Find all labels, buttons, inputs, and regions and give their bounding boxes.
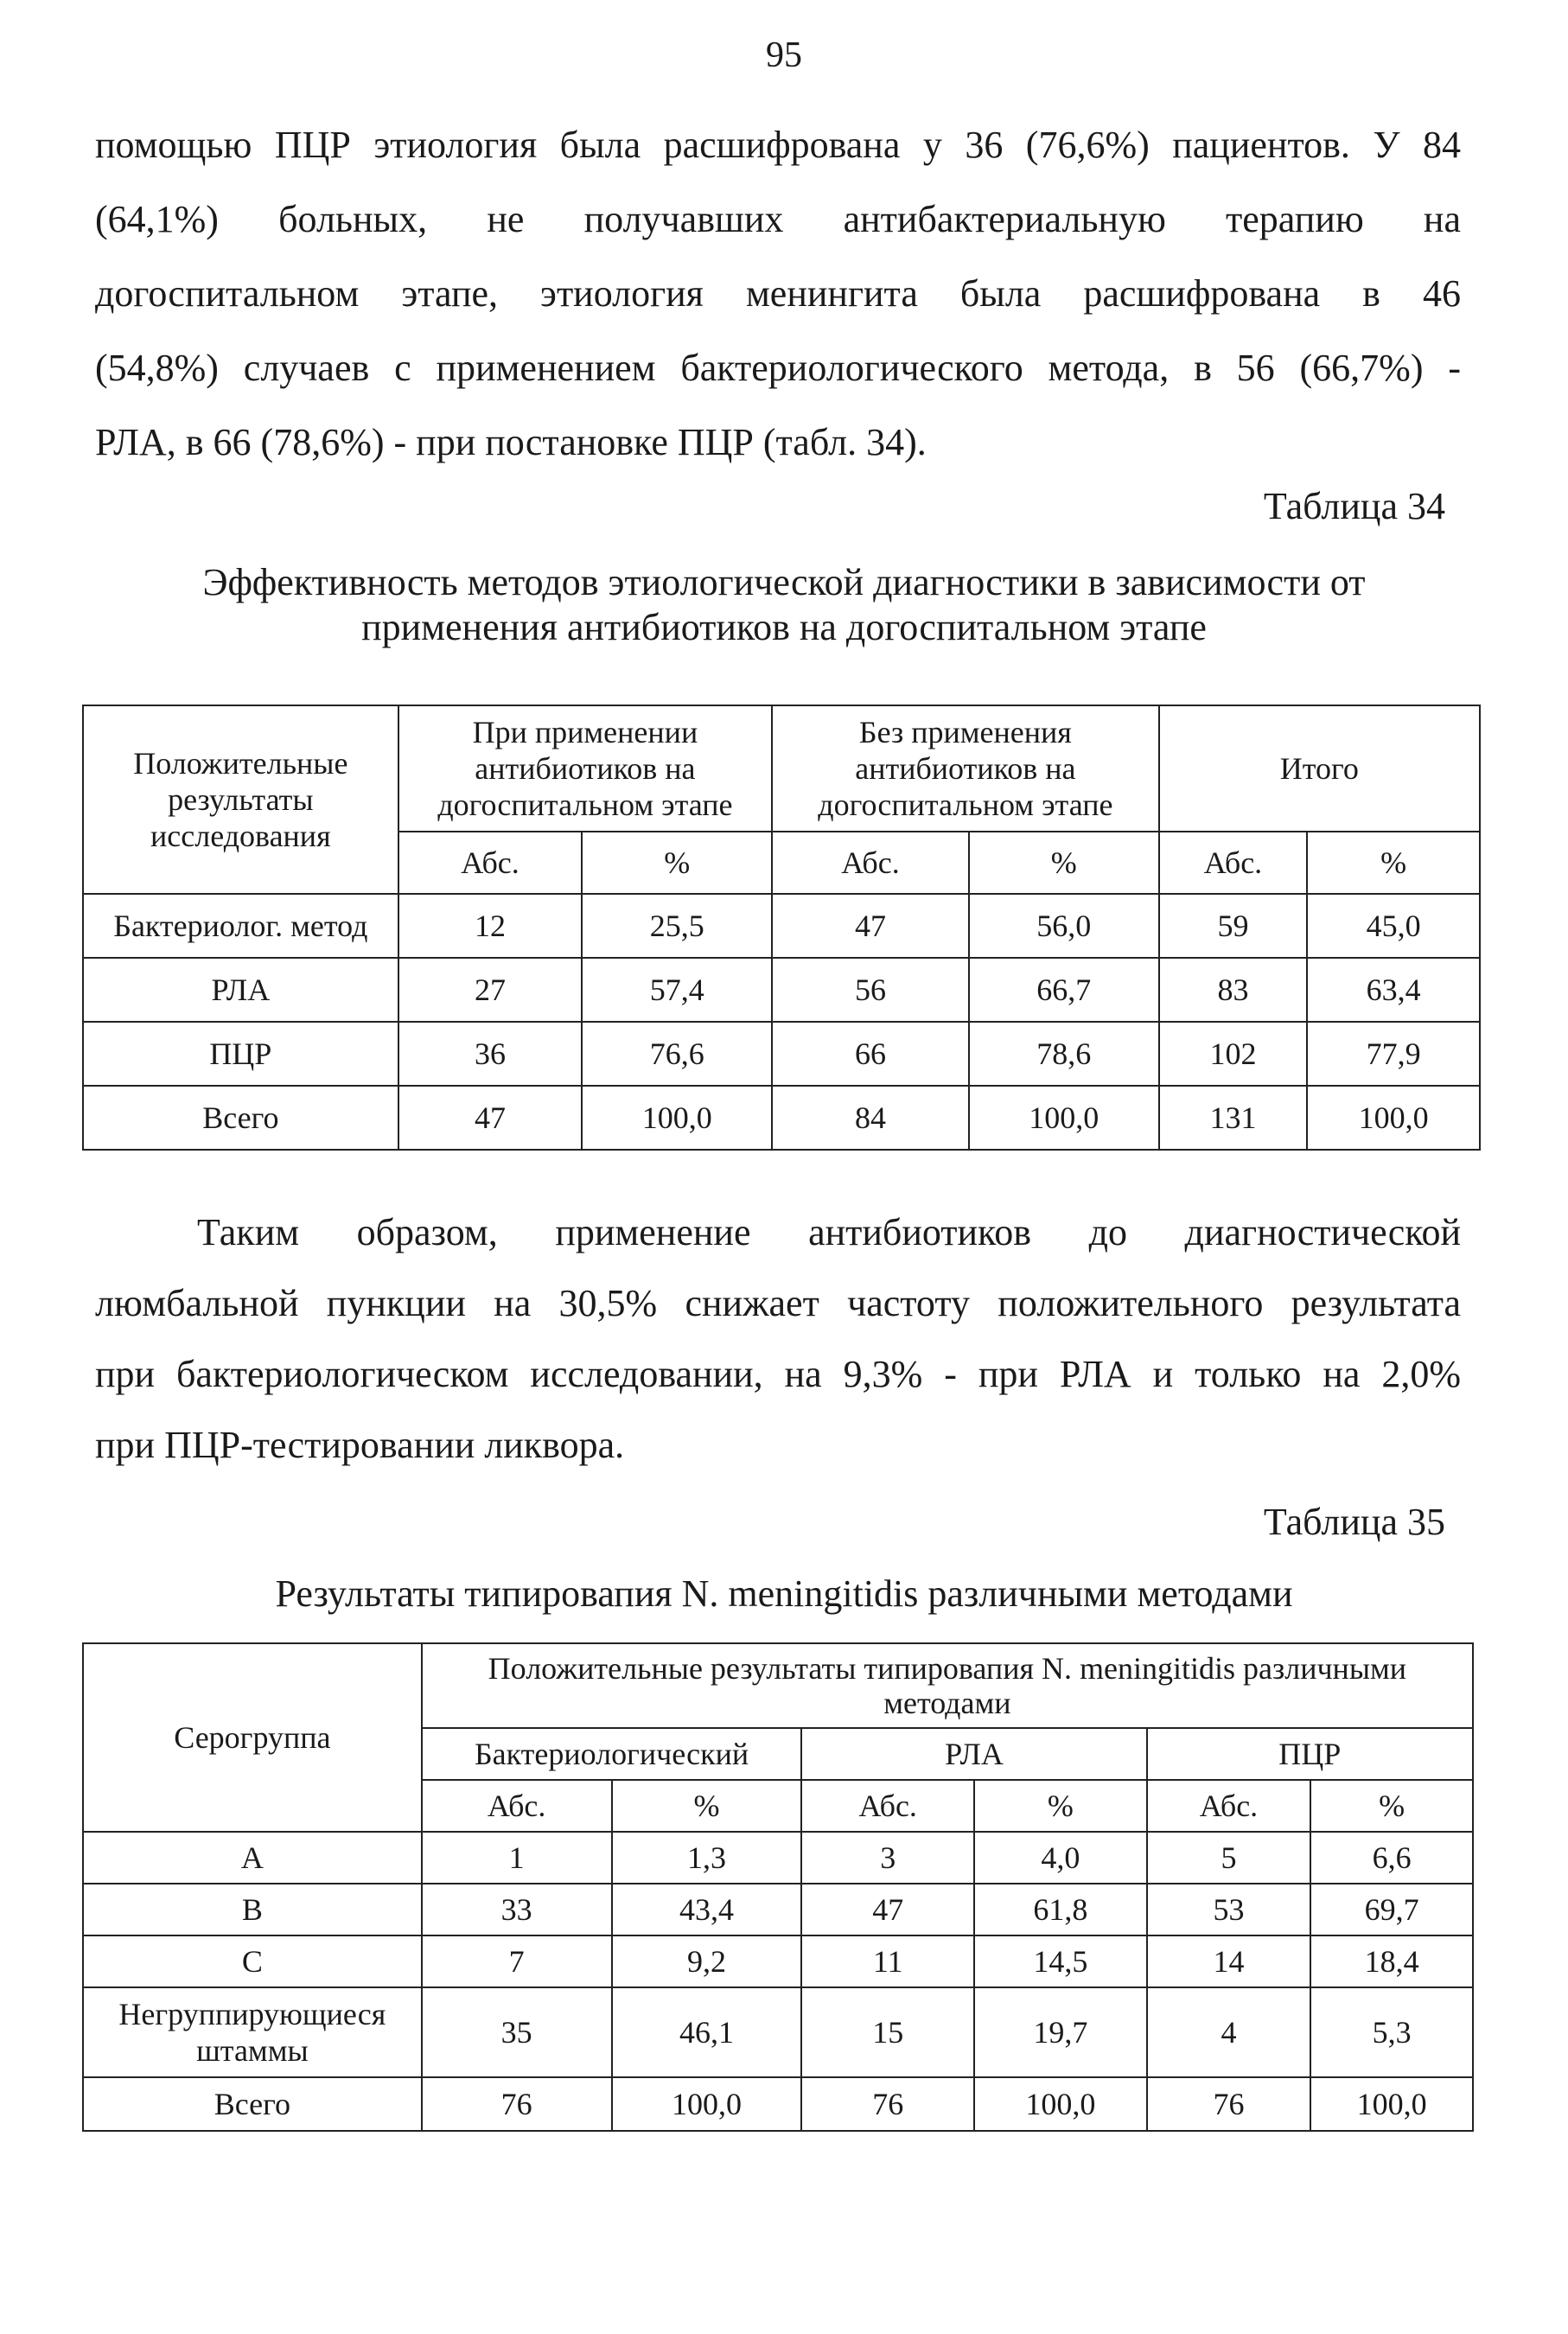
table-row [83, 1832, 1473, 1884]
table-34-title-line2: применения антибиотиков на догоспитальном этапе [361, 606, 1207, 648]
row-name: А [83, 1832, 422, 1884]
cell: 43,4 [612, 1884, 802, 1935]
header-abs: Абс. [398, 832, 583, 894]
cell: 78,6 [969, 1022, 1159, 1086]
cell: 76 [1147, 2077, 1311, 2131]
cell: 76 [801, 2077, 974, 2131]
header-with-antibiotics: При применении антибиотиков на догоспитальном этапе [398, 705, 772, 832]
cell: 25,5 [582, 894, 772, 958]
header-serogroup: Серогруппа [83, 1643, 422, 1832]
header-abs: Абс. [801, 1780, 974, 1832]
cell: 77,9 [1307, 1022, 1480, 1086]
cell: 66 [772, 1022, 969, 1086]
cell: 46,1 [612, 1987, 802, 2077]
paragraph-line: (54,8%) случаев с применением бактериологического метода, в 56 (66,7%) - [95, 347, 1461, 389]
cell: 36 [398, 1022, 583, 1086]
cell: 14 [1147, 1935, 1311, 1987]
table-35-title: Результаты типировапия N. meningitidis различными методами [275, 1572, 1293, 1615]
cell: 1,3 [612, 1832, 802, 1884]
cell: 33 [422, 1884, 612, 1935]
header-abs: Абс. [1159, 832, 1308, 894]
table-row [83, 1935, 1473, 1987]
header-pct: % [1307, 832, 1480, 894]
row-name: Бактериолог. метод [83, 894, 398, 958]
header-typing-results: Положительные результаты типировапия N. meningitidis различными методами [422, 1643, 1473, 1728]
row-name: РЛА [83, 958, 398, 1022]
table-row [83, 1086, 1480, 1150]
paragraph-line: РЛА, в 66 (78,6%) - при постановке ПЦР (табл. 34). [95, 421, 927, 463]
paragraph-line: Таким образом, применение антибиотиков до диагностической [197, 1211, 1461, 1253]
row-name: Негруппирующиеся штаммы [83, 1987, 422, 2077]
header-method-pcr: ПЦР [1147, 1728, 1473, 1780]
cell: 83 [1159, 958, 1308, 1022]
header-abs: Абс. [1147, 1780, 1311, 1832]
paragraph-line: помощью ПЦР этиология была расшифрована у 36 (76,6%) пациентов. У 84 [95, 124, 1461, 166]
cell: 4,0 [974, 1832, 1147, 1884]
cell: 100,0 [612, 2077, 802, 2131]
cell: 61,8 [974, 1884, 1147, 1935]
row-name: В [83, 1884, 422, 1935]
table-row [83, 2077, 1473, 2131]
header-pct: % [974, 1780, 1147, 1832]
header-pct: % [582, 832, 772, 894]
cell: 76 [422, 2077, 612, 2131]
header-method-bacteriological: Бактериологический [422, 1728, 802, 1780]
cell: 19,7 [974, 1987, 1147, 2077]
header-pct: % [1310, 1780, 1473, 1832]
cell: 102 [1159, 1022, 1308, 1086]
cell: 56 [772, 958, 969, 1022]
cell: 53 [1147, 1884, 1311, 1935]
table-row [83, 1022, 1480, 1086]
header-abs: Абс. [772, 832, 969, 894]
cell: 1 [422, 1832, 612, 1884]
table-row [83, 1987, 1473, 2077]
header-pct: % [969, 832, 1159, 894]
cell: 4 [1147, 1987, 1311, 2077]
cell: 47 [772, 894, 969, 958]
cell: 47 [801, 1884, 974, 1935]
header-total: Итого [1159, 705, 1480, 832]
row-name: Всего [83, 2077, 422, 2131]
table-row [83, 894, 1480, 958]
cell: 14,5 [974, 1935, 1147, 1987]
cell: 66,7 [969, 958, 1159, 1022]
paragraph-line: (64,1%) больных, не получавших антибактериальную терапию на [95, 198, 1461, 240]
cell: 35 [422, 1987, 612, 2077]
table-35-label: Таблица 35 [1263, 1501, 1445, 1543]
row-name: Всего [83, 1086, 398, 1150]
cell: 9,2 [612, 1935, 802, 1987]
cell: 76,6 [582, 1022, 772, 1086]
cell: 27 [398, 958, 583, 1022]
paragraph-line: при ПЦР-тестировании ликвора. [95, 1424, 625, 1466]
cell: 5,3 [1310, 1987, 1473, 2077]
header-abs: Абс. [422, 1780, 612, 1832]
header-positive-results: Положительные результаты исследования [83, 705, 398, 894]
cell: 15 [801, 1987, 974, 2077]
cell: 7 [422, 1935, 612, 1987]
paragraph-line: люмбальной пункции на 30,5% снижает частоту положительного результата [95, 1282, 1461, 1324]
header-without-antibiotics: Без применения антибиотиков на догоспитальном этапе [772, 705, 1158, 832]
cell: 100,0 [1307, 1086, 1480, 1150]
row-name: ПЦР [83, 1022, 398, 1086]
cell: 56,0 [969, 894, 1159, 958]
cell: 11 [801, 1935, 974, 1987]
paragraph-2 [95, 1197, 1461, 1481]
cell: 100,0 [974, 2077, 1147, 2131]
cell: 45,0 [1307, 894, 1480, 958]
cell: 100,0 [582, 1086, 772, 1150]
cell: 100,0 [969, 1086, 1159, 1150]
cell: 63,4 [1307, 958, 1480, 1022]
cell: 69,7 [1310, 1884, 1473, 1935]
table-35 [82, 1642, 1474, 2132]
header-pct: % [612, 1780, 802, 1832]
cell: 84 [772, 1086, 969, 1150]
paragraph-1 [95, 108, 1461, 480]
page-number: 95 [766, 35, 802, 75]
cell: 3 [801, 1832, 974, 1884]
paragraph-line: при бактериологическом исследовании, на 9,3% - при РЛА и только на 2,0% [95, 1353, 1461, 1395]
table-34-label: Таблица 34 [1263, 485, 1445, 527]
table-row [83, 1884, 1473, 1935]
table-34-title [0, 560, 1568, 650]
cell: 6,6 [1310, 1832, 1473, 1884]
header-method-rla: РЛА [801, 1728, 1146, 1780]
row-name: С [83, 1935, 422, 1987]
cell: 100,0 [1310, 2077, 1473, 2131]
cell: 5 [1147, 1832, 1311, 1884]
cell: 131 [1159, 1086, 1308, 1150]
paragraph-line: догоспитальном этапе, этиология менингита была расшифрована в 46 [95, 272, 1461, 315]
table-row [83, 958, 1480, 1022]
cell: 18,4 [1310, 1935, 1473, 1987]
cell: 57,4 [582, 958, 772, 1022]
table-34-title-line1: Эффективность методов этиологической диагностики в зависимости от [202, 561, 1366, 603]
cell: 47 [398, 1086, 583, 1150]
cell: 12 [398, 894, 583, 958]
cell: 59 [1159, 894, 1308, 958]
table-34 [82, 705, 1481, 1151]
